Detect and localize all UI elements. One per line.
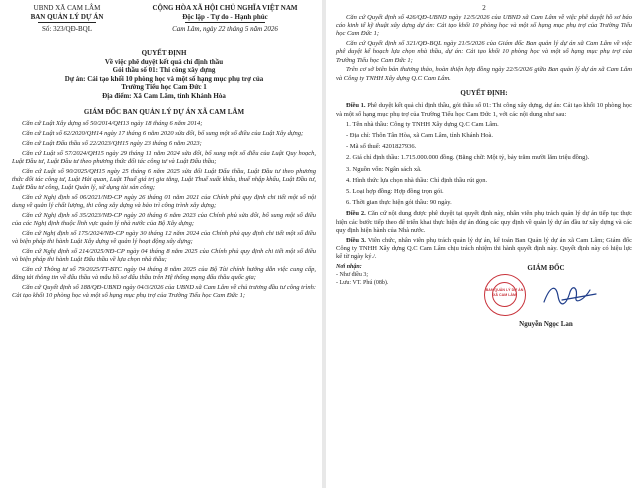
sign-title: GIÁM ĐỐC bbox=[527, 264, 565, 273]
project-location: Địa điểm: Xã Cam Lâm, tỉnh Khánh Hòa bbox=[102, 91, 226, 100]
decision-title bbox=[12, 49, 316, 101]
decides-heading: QUYẾT ĐỊNH: bbox=[460, 88, 508, 97]
agency-underline bbox=[38, 22, 96, 23]
document-number: Số: 323/QĐ-BQL bbox=[42, 25, 92, 34]
signature-image bbox=[540, 280, 600, 310]
article-2-label: Điều 2. bbox=[346, 210, 366, 218]
legal-basis: Căn cứ Nghị định số 35/2023/NĐ-CP ngày 20 tháng 6 năm 2023 của Chính phủ sửa đổi, bổ sung một số điều của các Nghị định thuộc lĩnh vực quản lý nhà nước của Bộ Xây dựng; bbox=[12, 211, 316, 227]
detail-item: - Mã số thuế: 4201827936. bbox=[346, 143, 417, 151]
document-header bbox=[12, 4, 316, 46]
detail-item: - Địa chỉ: Thôn Tân Hòa, xã Cam Lâm, tỉnh Khánh Hoà. bbox=[346, 132, 494, 140]
detail-item: 2. Giá chỉ định thầu: 1.715.000.000 đồng. (Bằng chữ: Một tỷ, bảy trăm mười lăm triệu đồng). bbox=[346, 154, 590, 162]
legal-basis: Trên cơ sở biên bản thương thảo, hoàn thiện hợp đồng ngày 22/5/2026 giữa Ban quản lý dự án xã Cam Lâm và Công ty TNHH Xây dựng Q.C Cam Lâm. bbox=[336, 66, 632, 82]
project-line-1: Dự án: Cải tạo khối 10 phòng học và một số hạng mục phụ trợ của bbox=[64, 74, 264, 83]
recipient-item: - Lưu: VT. Phú (08b). bbox=[336, 279, 389, 286]
legal-basis: Căn cứ Nghị định số 175/2024/NĐ-CP ngày 30 tháng 12 năm 2024 của Chính phủ quy định chi tiết một số điều và biện pháp thi hành Luật Xây dựng về quản lý hoạt động xây dựng; bbox=[12, 229, 316, 245]
detail-item: 3. Nguồn vốn: Ngân sách xã. bbox=[346, 165, 422, 173]
legal-basis: Căn cứ Nghị định số 214/2025/NĐ-CP ngày 04 tháng 8 năm 2025 của Chính phủ quy định chi tiết một số điều và biện pháp thi hành Luật Đấu thầu về lựa chọn nhà thầu; bbox=[12, 247, 316, 263]
article-3-label: Điều 3. bbox=[346, 236, 366, 244]
project-line-2: Trường Tiểu học Cam Đức 1 bbox=[121, 83, 207, 92]
legal-basis: Căn cứ Quyết định số 426/QĐ-UBND ngày 12/5/2026 của UBND xã Cam Lâm về việc phê duyệt hồ sơ báo cáo kinh tế kỹ thuật xây dựng dự án: Cải tạo khối 10 phòng học và một số hạng mục phụ trợ của Trường Tiểu học Cam Đức 1; bbox=[336, 14, 632, 38]
page-number: 2 bbox=[482, 4, 486, 12]
recipients-title: Nơi nhận: bbox=[336, 264, 362, 271]
signer-area bbox=[466, 264, 626, 329]
issuing-agency bbox=[12, 4, 122, 34]
agency-name: BAN QUẢN LÝ DỰ ÁN bbox=[30, 12, 104, 21]
article-2 bbox=[336, 210, 632, 235]
legal-bases-continued bbox=[336, 14, 632, 83]
article-1 bbox=[336, 102, 632, 118]
legal-basis: Căn cứ Luật Xây dựng số 50/2014/QH13 ngày 18 tháng 6 năm 2014; bbox=[22, 120, 203, 128]
detail-item: 4. Hình thức lựa chọn nhà thầu: Chỉ định thầu rút gọn. bbox=[346, 176, 488, 184]
legal-basis: Căn cứ Nghị định số 06/2021/NĐ-CP ngày 26 tháng 01 năm 2021 của Chính phủ quy định chi tiết một số nội dung về quản lý chất lượng, thi công xây dựng và bảo trì công trình xây dựng; bbox=[12, 193, 316, 209]
legal-basis: Căn cứ Luật số 57/2024/QH15 ngày 29 tháng 11 năm 2024 sửa đổi, bổ sung một số điều của Luật Quy hoạch, Luật Đầu tư, Luật Đầu tư theo phương thức đối tác công tư và Luật Đấu thầu; bbox=[12, 149, 316, 165]
country-name: CỘNG HÒA XÃ HỘI CHỦ NGHĨA VIỆT NAM bbox=[152, 4, 298, 12]
article-3-text: Viên chức, nhân viên phụ trách quản lý dự án, kế toán Ban Quản lý dự án xã Cam Lâm; Giám đốc Công ty TNHH Xây dựng Q.C Cam Lâm chịu trách nhiệm thi hành quyết định này. Quyết định này có hiệu lực kể từ ngày ký./. bbox=[336, 236, 632, 261]
document-page-2 bbox=[326, 0, 640, 488]
legal-basis: Căn cứ Luật số 62/2020/QH14 ngày 17 tháng 6 năm 2020 sửa đổi, bổ sung một số điều của Luật Xây dựng; bbox=[22, 129, 304, 137]
recipients bbox=[336, 264, 456, 287]
legal-basis: Căn cứ Quyết định số 321/QĐ-BQL ngày 21/5/2026 của Giám đốc Ban quản lý dự án xã Cam Lâm về việc phê duyệt kế hoạch lựa chọn nhà thầu, dự án: Cải tạo khối 10 phòng học và một số hạng mục phụ trợ của Trường Tiểu học Cam Đức 1; bbox=[336, 40, 632, 64]
detail-item: 5. Loại hợp đồng: Hợp đồng trọn gói. bbox=[346, 188, 444, 196]
legal-basis: Căn cứ Luật số 90/2025/QH15 ngày 25 tháng 6 năm 2025 sửa đổi Luật Đấu thầu, Luật Đầu tư theo phương thức đối tác công tư, Luật Hải quan, Luật Thuế giá trị gia tăng, Luật Thuế xuất khẩu, thuế nhập khẩu, Luật Đầu tư, Luật Đầu tư công, Luật Quản lý, sử dụng tài sản công; bbox=[12, 167, 316, 191]
recipient-item: - Như điều 3; bbox=[336, 272, 369, 279]
national-title bbox=[130, 4, 320, 34]
article-1-text: Phê duyệt kết quả chỉ định thầu, gói thầu số 01: Thi công xây dựng, dự án: Cải tạo khối 10 phòng học và một số hạng mục phụ trợ của Trường Tiểu học Cam Đức 1, với các nội dung như sau: bbox=[336, 102, 633, 118]
bid-package: Gói thầu số 01: Thi công xây dựng bbox=[112, 66, 216, 75]
decision-heading: QUYẾT ĐỊNH bbox=[141, 49, 187, 57]
decision-subject: Về việc phê duyệt kết quả chỉ định thầu bbox=[104, 57, 224, 66]
contract-details bbox=[336, 121, 632, 208]
agency-parent: UBND XÃ CAM LÂM bbox=[33, 4, 101, 12]
detail-item: 1. Tên nhà thầu: Công ty TNHH Xây dựng Q.C Cam Lâm. bbox=[346, 120, 499, 128]
seal-text: BAN QUẢN LÝ DỰ ÁN XÃ CAM LÂM bbox=[485, 288, 524, 297]
legal-bases bbox=[12, 120, 316, 300]
legal-basis: Căn cứ Luật Đấu thầu số 22/2023/QH15 ngày 23 tháng 6 năm 2023; bbox=[22, 139, 202, 147]
detail-item: 6. Thời gian thực hiện gói thầu: 90 ngày. bbox=[346, 199, 452, 207]
article-3 bbox=[336, 237, 632, 262]
official-seal bbox=[484, 274, 526, 316]
article-2-text: Căn cứ nội dung được phê duyệt tại quyết định này, nhân viên phụ trách quản lý dự án tiếp tục thực hiện các bước tiếp theo để triển khai thực hiện dự án đúng các quy định về quản lý dự án đầu tư xây dựng và các quy định hiện hành của Nhà nước. bbox=[336, 210, 633, 234]
motto-underline bbox=[185, 22, 265, 23]
signer-name: Nguyễn Ngọc Lan bbox=[519, 320, 573, 329]
place-date: Cam Lâm, ngày 22 tháng 5 năm 2026 bbox=[172, 25, 278, 34]
national-motto: Độc lập - Tự do - Hạnh phúc bbox=[182, 12, 268, 21]
authority-line: GIÁM ĐỐC BAN QUẢN LÝ DỰ ÁN XÃ CAM LÂM bbox=[83, 107, 245, 116]
legal-basis: Căn cứ Thông tư số 79/2025/TT-BTC ngày 04 tháng 8 năm 2025 của Bộ Tài chính hướng dẫn việc cung cấp, đăng tải thông tin về đấu thầu và mẫu hồ sơ đấu thầu trên Hệ thống mạng đấu thầu quốc gia; bbox=[12, 265, 316, 281]
article-1-label: Điều 1. bbox=[346, 102, 366, 110]
signature-block bbox=[336, 264, 632, 364]
legal-basis: Căn cứ Quyết định số 188/QĐ-UBND ngày 04/3/2026 của UBND xã Cam Lâm về chủ trương đầu tư công trình: Cải tạo khối 10 phòng học và một số hạng mục phụ trợ của Trường Tiểu học Cam Đức 1; bbox=[12, 283, 316, 299]
